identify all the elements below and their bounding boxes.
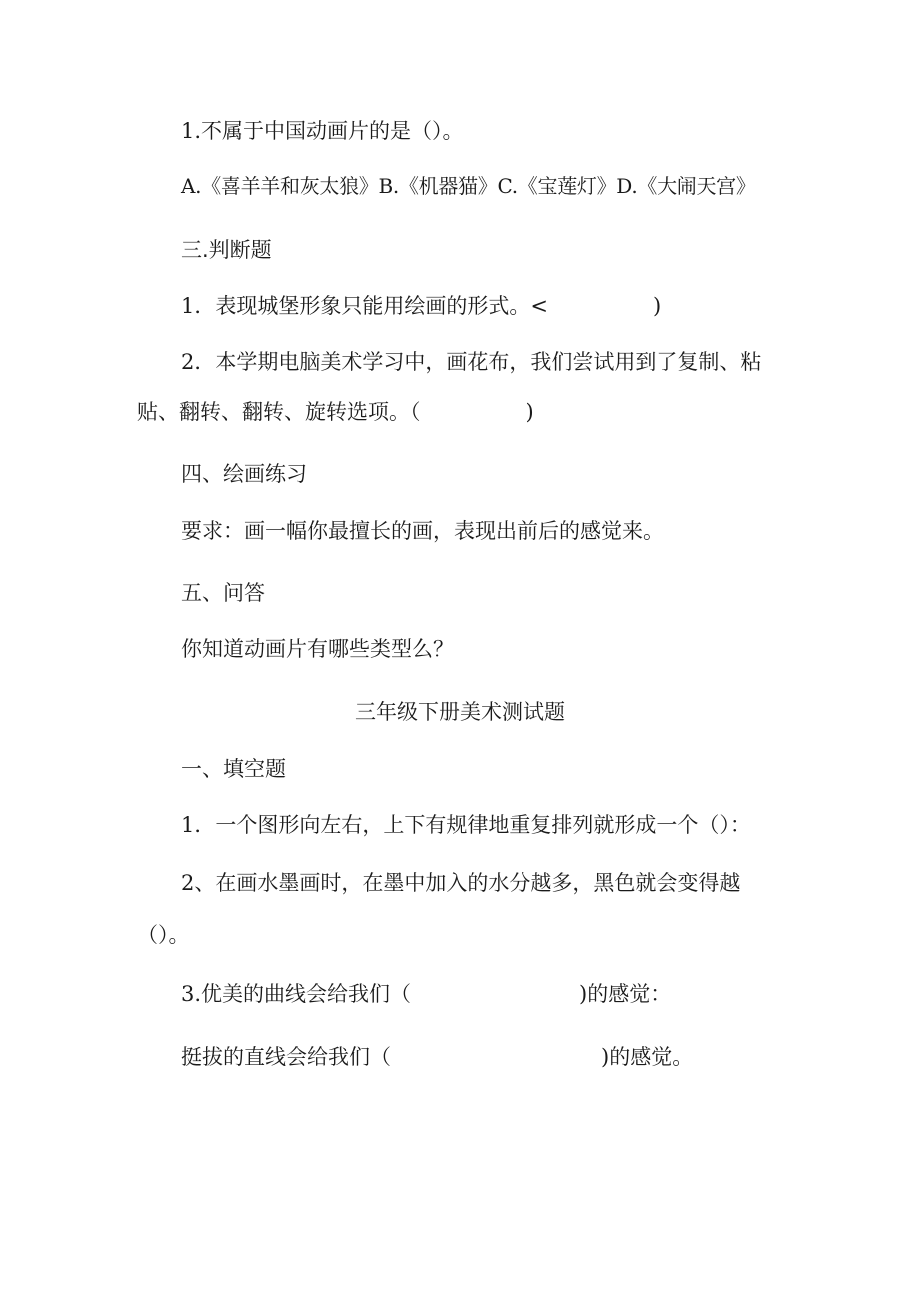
section-heading-fill-in: 一、填空题 [181,757,286,781]
exam-title: 三年级下册美术测试题 [355,700,565,724]
qa-question: 你知道动画片有哪些类型么？ [181,637,454,661]
drawing-requirement: 要求：画一幅你最擅长的画，表现出前后的感觉来。 [181,519,664,543]
judgment-item-2-line-2: 贴、翻转、翻转、旋转选项。（ ) [137,400,534,424]
section-heading-qa: 五、问答 [181,581,265,605]
judgment-item-1: 1．表现城堡形象只能用绘画的形式。< ) [181,294,662,318]
fill-in-item-2-line-2: （）。 [137,923,190,947]
fill-in-item-2-line-1: 2、在画水墨画时，在墨中加入的水分越多，黑色就会变得越 [181,871,741,895]
question-q1: 1.不属于中国动画片的是（）。 [181,119,464,143]
fill-in-item-3-line-2: 挺拔的直线会给我们（ )的感觉。 [181,1045,694,1069]
section-heading-drawing: 四、绘画练习 [181,462,307,486]
question-q1-options: A.《喜羊羊和灰太狼》B.《机器猫》C.《宝莲灯》D.《大闹天宫》 [181,174,756,198]
judgment-item-2-line-1: 2．本学期电脑美术学习中，画花布，我们尝试用到了复制、粘 [181,350,762,374]
fill-in-item-3-line-1: 3.优美的曲线会给我们（ )的感觉： [181,982,672,1006]
fill-in-item-1: 1．一个图形向左右，上下有规律地重复排列就形成一个（）： [181,813,751,837]
section-heading-judgment: 三.判断题 [181,238,272,262]
